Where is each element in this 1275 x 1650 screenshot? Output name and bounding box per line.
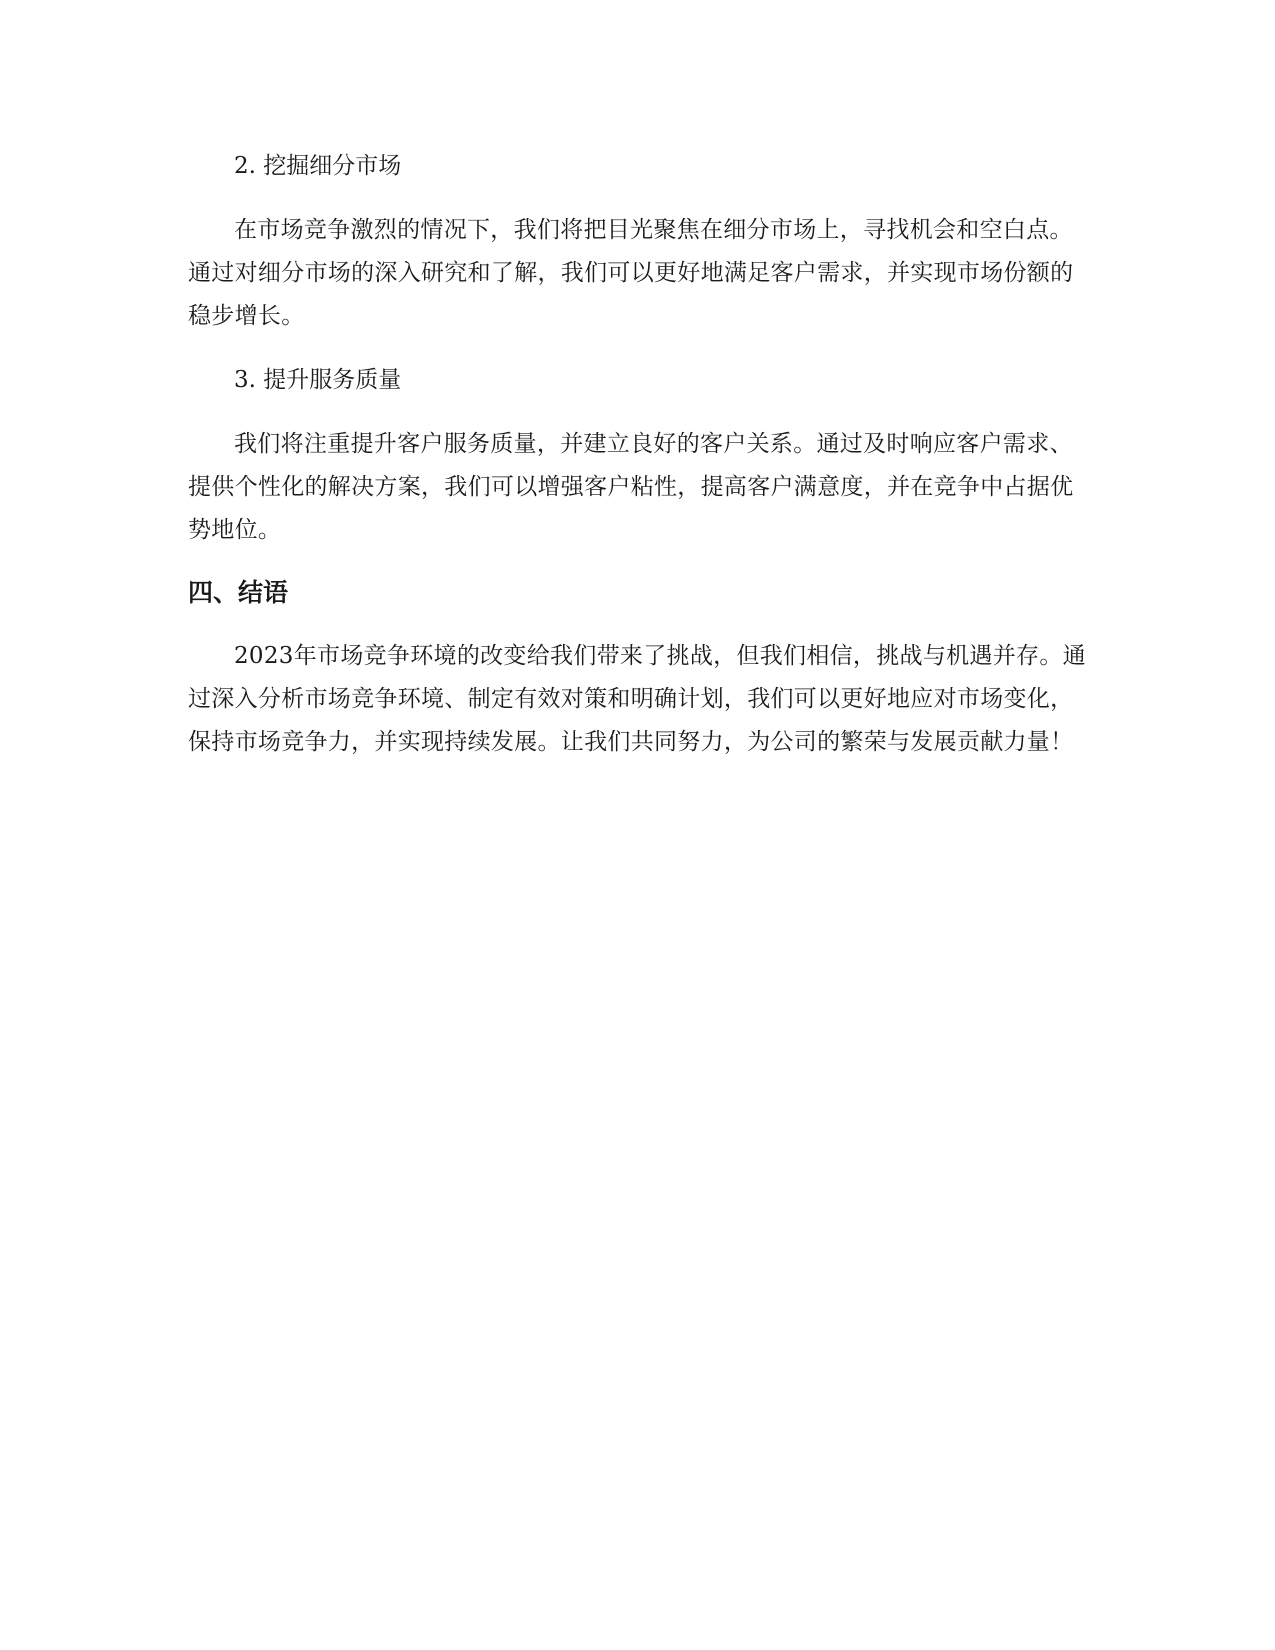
paragraph-segment-market: 在市场竞争激烈的情况下，我们将把目光聚焦在细分市场上，寻找机会和空白点。通过对细分市场的深入研究和了解，我们可以更好地满足客户需求，并实现市场份额的稳步增长。 <box>188 217 1074 329</box>
document-content <box>188 145 1088 785</box>
paragraph-conclusion: 2023年市场竞争环境的改变给我们带来了挑战，但我们相信，挑战与机遇并存。通过深入分析市场竞争环境、制定有效对策和明确计划，我们可以更好地应对市场变化，保持市场竞争力，并实现持续发展。让我们共同努力，为公司的繁荣与发展贡献力量！ <box>188 643 1086 755</box>
section-heading-conclusion: 四、结语 <box>188 578 289 607</box>
subheading-service-quality: 3. 提升服务质量 <box>234 367 402 393</box>
paragraph-service-quality: 我们将注重提升客户服务质量，并建立良好的客户关系。通过及时响应客户需求、提供个性化的解决方案，我们可以增强客户粘性，提高客户满意度，并在竞争中占据优势地位。 <box>188 431 1074 543</box>
subheading-segment-market: 2. 挖掘细分市场 <box>234 153 402 179</box>
